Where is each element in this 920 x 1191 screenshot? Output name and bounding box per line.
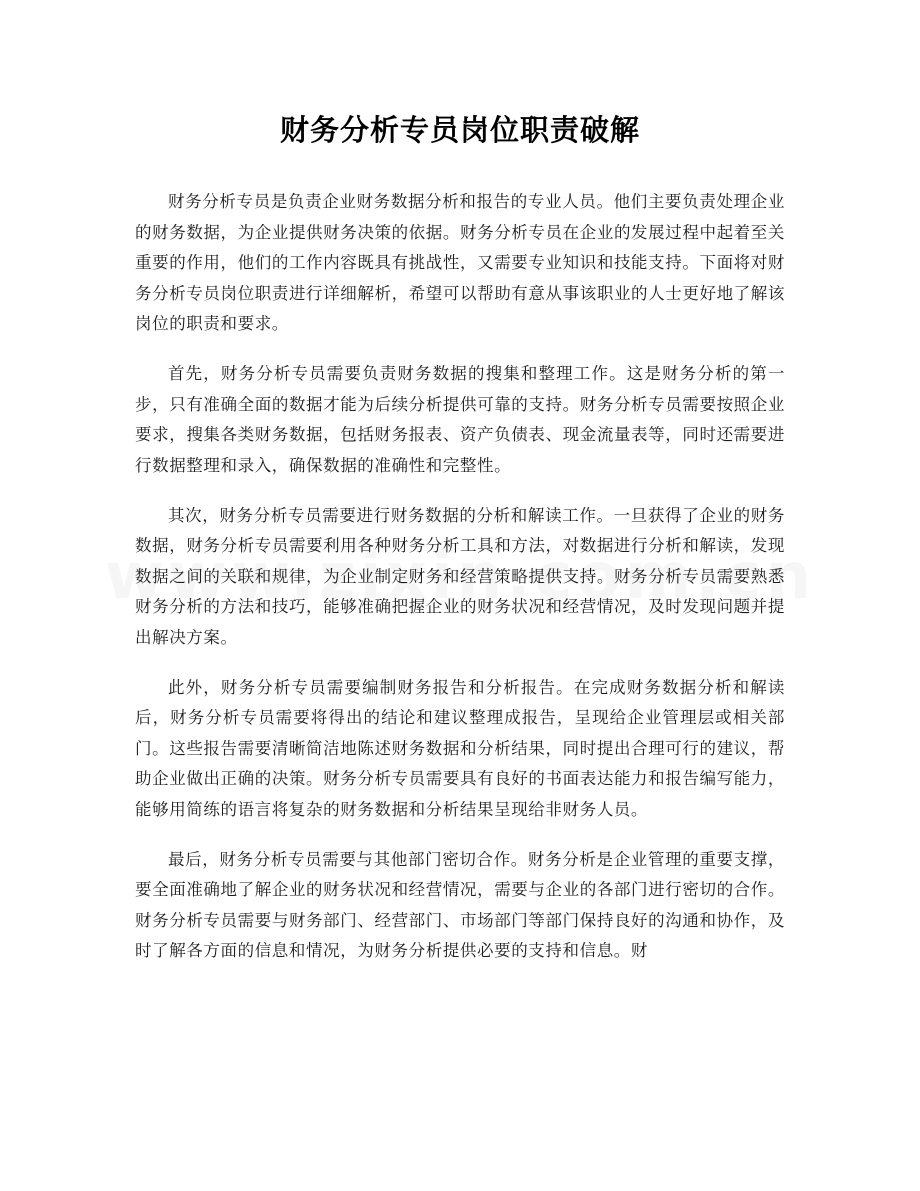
- document-body: [135, 187, 785, 986]
- paragraph-reporting: 此外，财务分析专员需要编制财务报告和分析报告。在完成财务数据分析和解读后，财务分析专员需要将得出的结论和建议整理成报告，呈现给企业管理层或相关部门。这些报告需要清晰简洁地陈述财务数据和分析结果，同时提出合理可行的建议，帮助企业做出正确的决策。财务分析专员需要具有良好的书面表达能力和报告编写能力，能够用简练的语言将复杂的财务数据和分析结果呈现给非财务人员。: [135, 677, 785, 819]
- paragraph-data-collection: 首先，财务分析专员需要负责财务数据的搜集和整理工作。这是财务分析的第一步，只有准确全面的数据才能为后续分析提供可靠的支持。财务分析专员需要按照企业要求，搜集各类财务数据，包括财务报表、资产负债表、现金流量表等，同时还需要进行数据整理和录入，确保数据的准确性和完整性。: [135, 364, 785, 475]
- page-title: 财务分析专员岗位职责破解: [279, 113, 640, 147]
- paragraph-collaboration: 最后，财务分析专员需要与其他部门密切合作。财务分析是企业管理的重要支撑，要全面准确地了解企业的财务状况和经营情况，需要与企业的各部门进行密切的合作。财务分析专员需要与财务部门、经营部门、市场部门等部门保持良好的沟通和协作，及时了解各方面的信息和情况，为财务分析提供必要的支持和信息。财: [135, 849, 785, 960]
- paragraph-data-analysis: 其次，财务分析专员需要进行财务数据的分析和解读工作。一旦获得了企业的财务数据，财务分析专员需要利用各种财务分析工具和方法，对数据进行分析和解读，发现数据之间的关联和规律，为企业制定财务和经营策略提供支持。财务分析专员需要熟悉财务分析的方法和技巧，能够准确把握企业的财务状况和经营情况，及时发现问题并提出解决方案。: [135, 505, 785, 647]
- paragraph-intro: 财务分析专员是负责企业财务数据分析和报告的专业人员。他们主要负责处理企业的财务数据，为企业提供财务决策的依据。财务分析专员在企业的发展过程中起着至关重要的作用，他们的工作内容既具有挑战性，又需要专业知识和技能支持。下面将对财务分析专员岗位职责进行详细解析，希望可以帮助有意从事该职业的人士更好地了解该岗位的职责和要求。: [135, 192, 785, 333]
